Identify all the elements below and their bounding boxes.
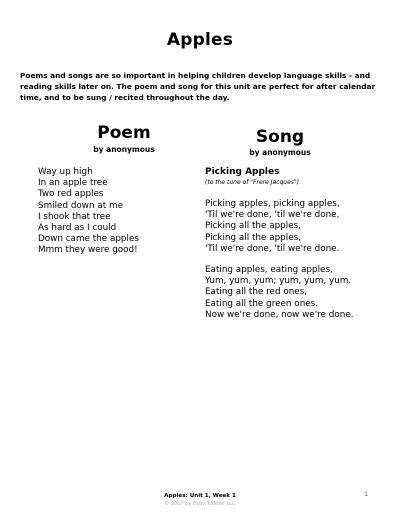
song-tune: (to the tune of "Frere Jacques") (205, 179, 299, 186)
poem-line: As hard as I could (38, 223, 117, 234)
footer-unit-label: Apples: Unit 1, Week 1 (164, 493, 236, 499)
song-line: Picking all the apples, (205, 221, 301, 232)
poem-line: Smiled down at me (38, 200, 123, 211)
song-heading: Song (255, 127, 305, 147)
poem-line: In an apple tree (38, 178, 108, 189)
page-title: Apples (166, 30, 234, 50)
song-line: Eating all the green ones. (205, 298, 319, 309)
poem-heading: Poem (97, 123, 151, 143)
poem-line: Way up high (38, 167, 93, 177)
poem-author: by anonymous (93, 145, 155, 154)
song-line: 'Til we're done, 'til we're done, (205, 210, 340, 221)
song-line: Yum, yum, yum; yum, yum, yum. (205, 276, 352, 287)
intro-paragraph: Poems and songs are so important in helping children develop language skills - and reading skills later on. The poem and song for this unit are perfect for after calendar time, and to be sung / recited throughout the day. (20, 71, 376, 102)
page-number: 1 (364, 490, 369, 498)
song-line: Now we're done, now we're done. (205, 309, 354, 320)
poem-line: Mmm they were good! (38, 245, 138, 256)
song-line: 'Til we're done, 'til we're done. (205, 243, 340, 254)
song-line: Eating apples, eating apples, (205, 265, 333, 275)
song-author: by anonymous (249, 148, 311, 157)
poem-line: Two red apples (38, 189, 104, 200)
song-stanza-1 (205, 199, 340, 255)
poem-line: Down came the apples (38, 234, 139, 245)
song-title: Picking Apples (205, 167, 280, 177)
poem-lines (38, 167, 139, 257)
song-stanza-2 (205, 265, 354, 321)
song-line: Picking all the apples, (205, 232, 301, 243)
song-line: Picking apples, picking apples, (205, 199, 340, 209)
copyright-notice: © 2017 by Busy Toddler LLC (164, 501, 236, 507)
poem-line: I shook that tree (38, 211, 111, 222)
song-line: Eating all the red ones, (205, 287, 308, 298)
